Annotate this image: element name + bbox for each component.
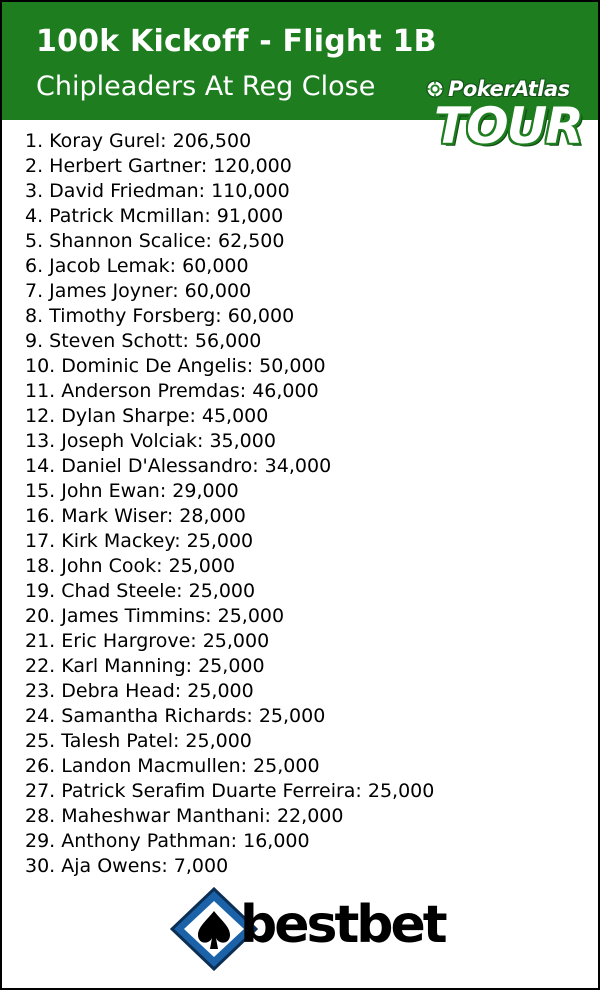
list-item: 11. Anderson Premdas: 46,000 [25,380,319,402]
list-item: 15. John Ewan: 29,000 [25,480,239,502]
list-item: 1. Koray Gurel: 206,500 [25,130,252,152]
list-item: 21. Eric Hargrove: 25,000 [25,630,270,652]
chipleader-list [25,129,434,879]
list-item: 27. Patrick Serafim Duarte Ferreira: 25,000 [25,780,435,802]
bestbet-wordmark: bestbet [240,895,445,955]
list-item: 20. James Timmins: 25,000 [25,605,285,627]
list-item: 22. Karl Manning: 25,000 [25,655,265,677]
list-item: 17. Kirk Mackey: 25,000 [25,530,254,552]
list-item: 24. Samantha Richards: 25,000 [25,705,326,727]
list-item: 14. Daniel D'Alessandro: 34,000 [25,455,332,477]
list-item: 3. David Friedman: 110,000 [25,180,290,202]
list-item: 8. Timothy Forsberg: 60,000 [25,305,295,327]
list-item: 25. Talesh Patel: 25,000 [25,730,252,752]
list-item: 26. Landon Macmullen: 25,000 [25,755,320,777]
list-item: 23. Debra Head: 25,000 [25,680,254,702]
list-item: 13. Joseph Volciak: 35,000 [25,430,276,452]
list-item: 6. Jacob Lemak: 60,000 [25,255,249,277]
poker-chip-icon [426,80,444,98]
list-item: 2. Herbert Gartner: 120,000 [25,155,292,177]
list-item: 16. Mark Wiser: 28,000 [25,505,246,527]
page-title: 100k Kickoff - Flight 1B [36,24,437,59]
list-item: 9. Steven Schott: 56,000 [25,330,262,352]
pokeratlas-tour-text: TOUR [434,97,582,155]
page-subtitle: Chipleaders At Reg Close [36,71,376,102]
list-item: 10. Dominic De Angelis: 50,000 [25,355,326,377]
pokeratlas-tour-logo [422,76,594,160]
list-item: 4. Patrick Mcmillan: 91,000 [25,205,284,227]
pokeratlas-name: PokerAtlas [448,77,570,101]
bestbet-logo [170,887,445,971]
list-item: 5. Shannon Scalice: 62,500 [25,230,285,252]
list-item: 28. Maheshwar Manthani: 22,000 [25,805,344,827]
list-item: 18. John Cook: 25,000 [25,555,236,577]
list-item: 30. Aja Owens: 7,000 [25,855,229,877]
list-item: 19. Chad Steele: 25,000 [25,580,256,602]
list-item: 12. Dylan Sharpe: 45,000 [25,405,269,427]
list-item: 7. James Joyner: 60,000 [25,280,252,302]
list-item: 29. Anthony Pathman: 16,000 [25,830,310,852]
